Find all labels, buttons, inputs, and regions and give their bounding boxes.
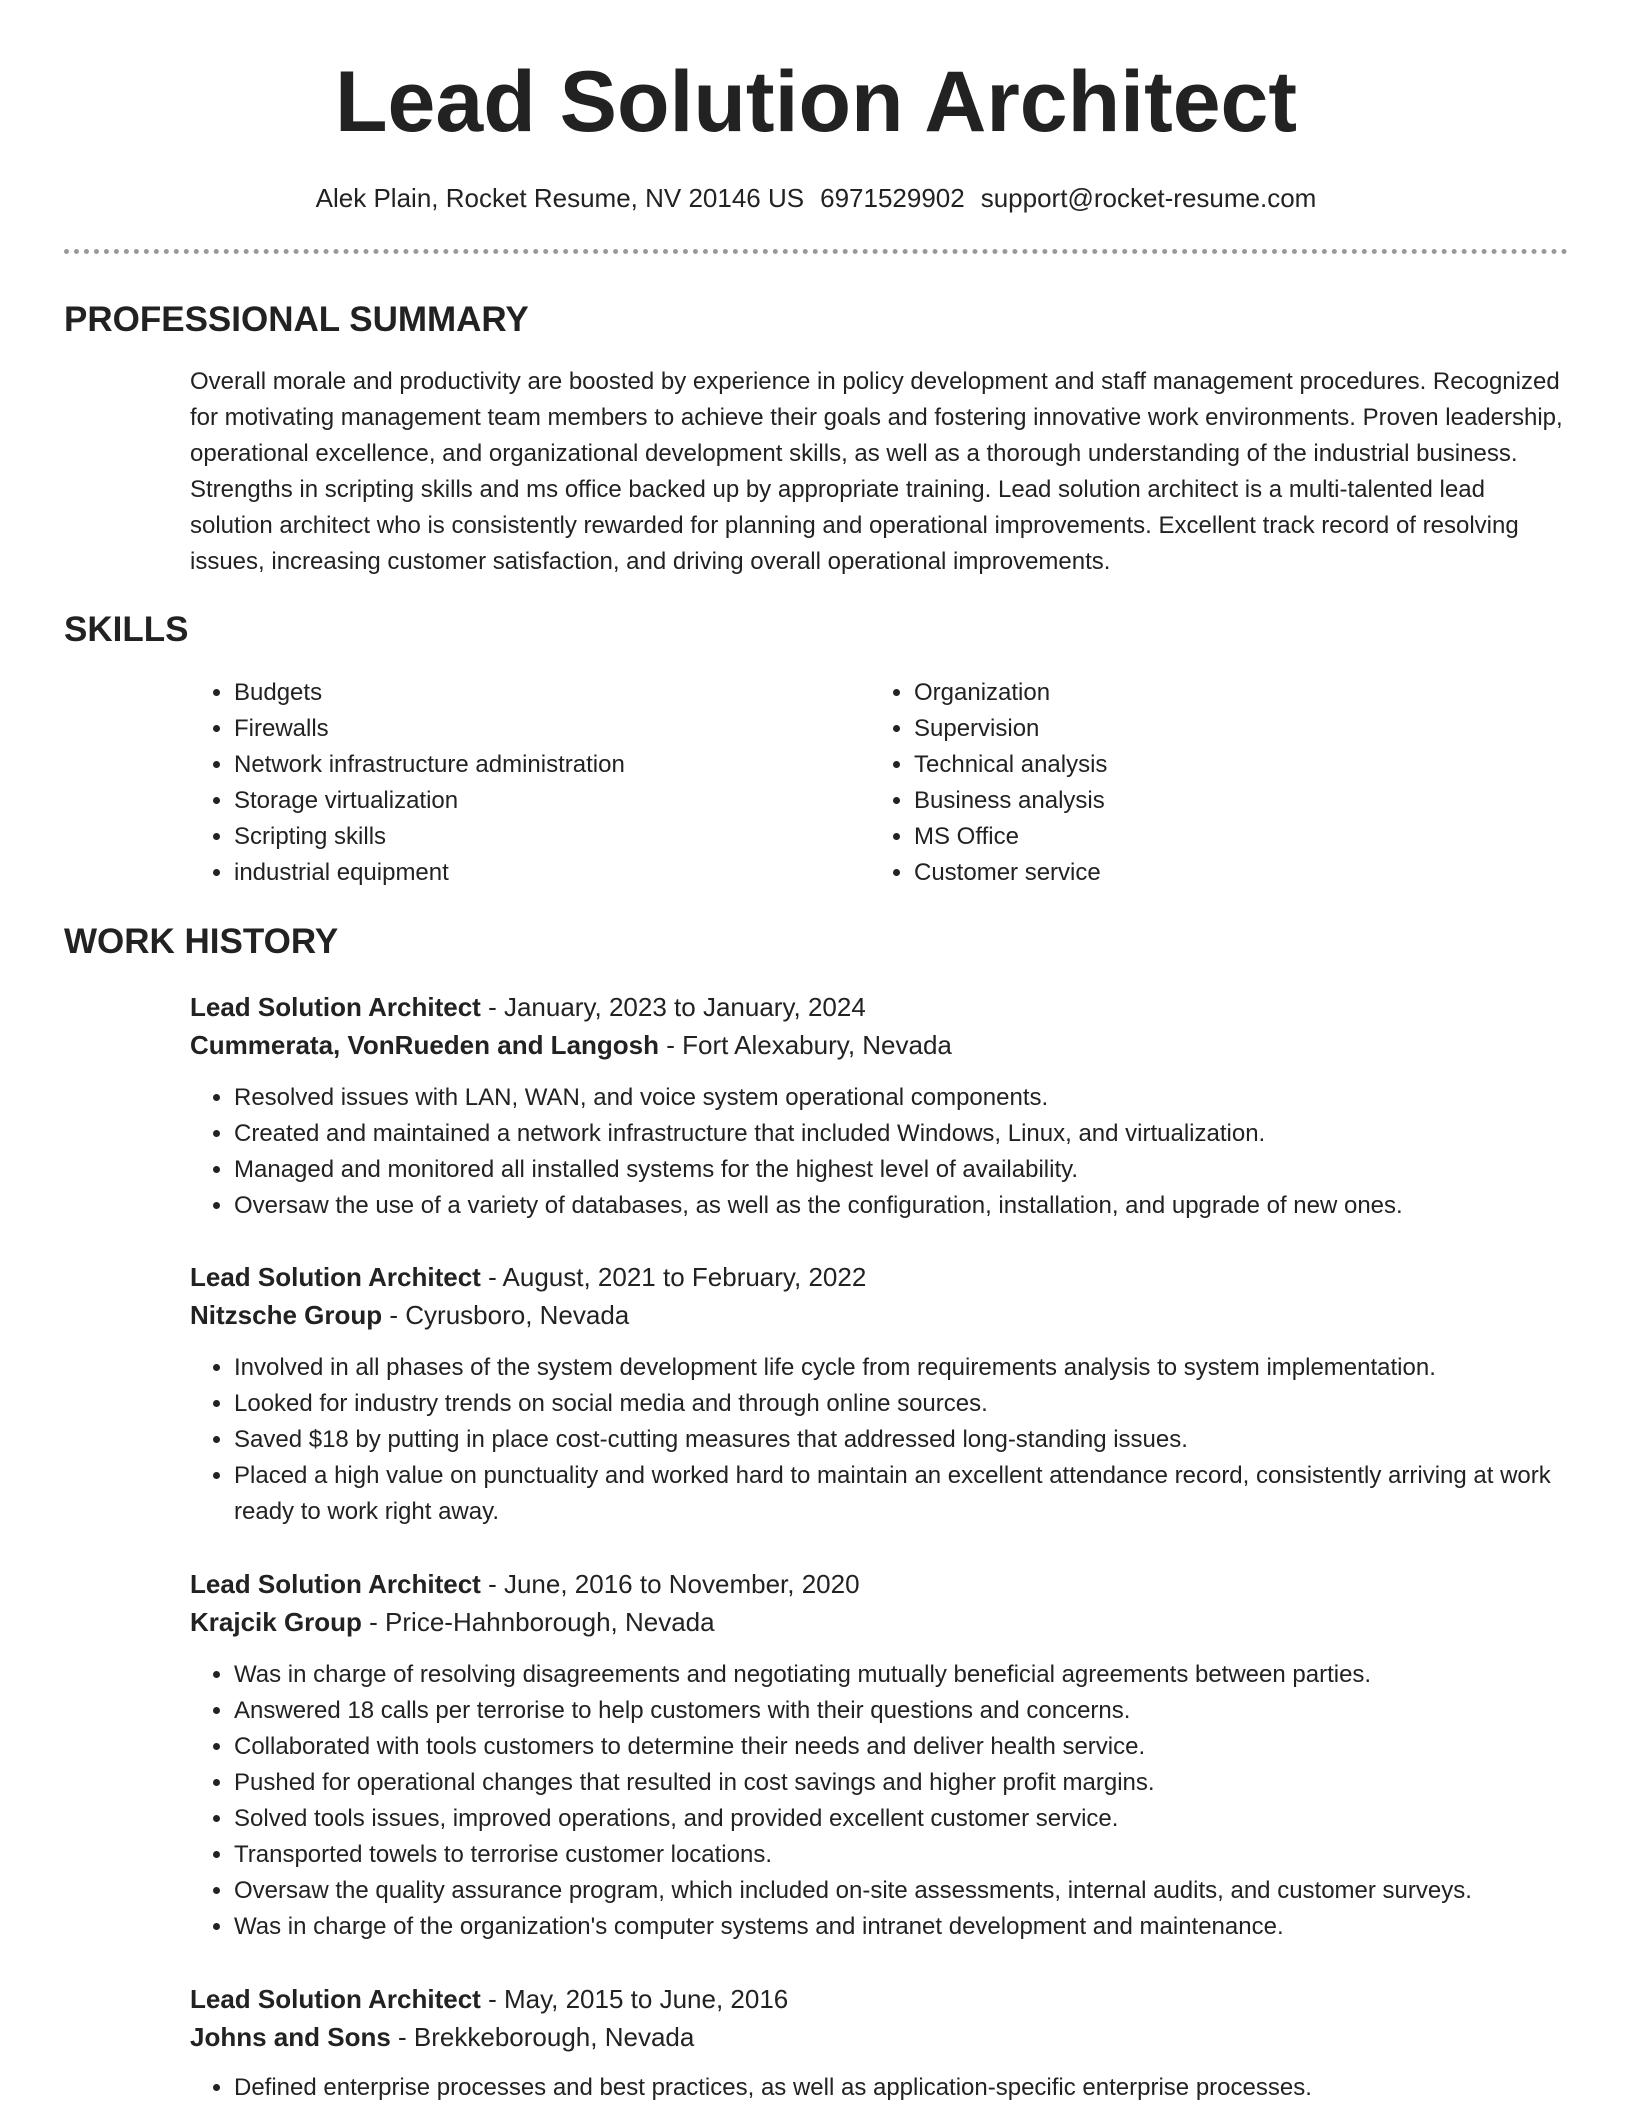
skill-item: • Supervision <box>914 711 1510 747</box>
job-bullets <box>190 2070 1570 2106</box>
contact-email: support@rocket-resume.com <box>980 183 1317 213</box>
job-bullet: • Managed and monitored all installed systems for the highest level of availability. <box>234 1152 1570 1188</box>
job-bullets <box>190 1080 1570 1224</box>
job-bullets <box>190 1350 1570 1530</box>
job-bullet: • Created and maintained a network infrastructure that included Windows, Linux, and virtualization. <box>234 1116 1570 1152</box>
job-entry <box>190 1980 1570 2106</box>
job-entry <box>190 1565 1570 1945</box>
skill-item: • Business analysis <box>914 783 1510 819</box>
job-title: Lead Solution Architect <box>190 1984 481 2014</box>
job-bullet: • Answered 18 calls per terrorise to help customers with their questions and concerns. <box>234 1693 1570 1729</box>
job-bullet: • Defined enterprise processes and best practices, as well as application-specific enterprise processes. <box>234 2070 1570 2106</box>
job-entry <box>190 988 1570 1224</box>
job-location: - Brekkeborough, Nevada <box>398 2022 695 2052</box>
job-title-line <box>190 988 1570 1026</box>
job-bullet: • Saved $18 by putting in place cost-cutting measures that addressed long-standing issues. <box>234 1422 1570 1458</box>
job-title: Lead Solution Architect <box>190 1262 481 1292</box>
job-bullet: • Pushed for operational changes that resulted in cost savings and higher profit margins. <box>234 1765 1570 1801</box>
job-bullet: • Oversaw the quality assurance program, which included on-site assessments, internal audits, and customer surveys. <box>234 1873 1570 1909</box>
skill-item: • Budgets <box>234 675 830 711</box>
work-history-heading: WORK HISTORY <box>64 922 339 961</box>
job-title-line <box>190 1258 1570 1296</box>
job-title: Lead Solution Architect <box>190 992 481 1022</box>
job-company: Cummerata, VonRueden and Langosh <box>190 1030 660 1060</box>
skill-item: • industrial equipment <box>234 855 830 891</box>
skill-item: • MS Office <box>914 819 1510 855</box>
job-dates: - January, 2023 to January, 2024 <box>488 992 866 1022</box>
contact-phone: 6971529902 <box>820 183 965 213</box>
summary-text: Overall morale and productivity are boosted by experience in policy development and staff management procedures. Recognized for motivating management team members to achieve their goals and fostering innovative work environments. Proven leadership, operational excellence, and organizational development skills, as well as a thorough understanding of the industrial business. Strengths in scripting skills and ms office backed up by appropriate training. Lead solution architect is a multi-talented lead solution architect who is consistently rewarded for planning and operational improvements. Excellent track record of resolving issues, increasing customer satisfaction, and driving overall operational improvements. <box>190 368 1563 575</box>
skill-item: • Scripting skills <box>234 819 830 855</box>
job-bullet: • Placed a high value on punctuality and worked hard to maintain an excellent attendance record, consistently arriving at work ready to work right away. <box>234 1458 1570 1530</box>
summary-heading: PROFESSIONAL SUMMARY <box>64 300 529 339</box>
job-title: Lead Solution Architect <box>190 1569 481 1599</box>
job-bullet: • Oversaw the use of a variety of databases, as well as the configuration, installation, and upgrade of new ones. <box>234 1188 1570 1224</box>
job-location: - Price-Hahnborough, Nevada <box>369 1607 715 1637</box>
job-bullet: • Involved in all phases of the system development life cycle from requirements analysis to system implementation. <box>234 1350 1570 1386</box>
job-company-line <box>190 2018 1570 2056</box>
resume-title: Lead Solution Architect <box>335 54 1297 150</box>
skill-item: • Firewalls <box>234 711 830 747</box>
job-bullet: • Resolved issues with LAN, WAN, and voice system operational components. <box>234 1080 1570 1116</box>
job-dates: - August, 2021 to February, 2022 <box>488 1262 867 1292</box>
job-title-line <box>190 1565 1570 1603</box>
skill-item: • Technical analysis <box>914 747 1510 783</box>
contact-line <box>0 180 1632 216</box>
skills-list-left <box>190 675 830 891</box>
skills-heading: SKILLS <box>64 610 189 649</box>
job-bullets <box>190 1657 1570 1945</box>
skill-item: • Network infrastructure administration <box>234 747 830 783</box>
job-company: Nitzsche Group <box>190 1300 383 1330</box>
skills-column-left <box>190 675 830 891</box>
job-entry <box>190 1258 1570 1530</box>
job-bullet: • Transported towels to terrorise customer locations. <box>234 1837 1570 1873</box>
job-company-line <box>190 1296 1570 1334</box>
job-company-line <box>190 1603 1570 1641</box>
job-bullet: • Collaborated with tools customers to determine their needs and deliver health service. <box>234 1729 1570 1765</box>
skill-item: • Storage virtualization <box>234 783 830 819</box>
skills-list-right <box>870 675 1510 891</box>
job-title-line <box>190 1980 1570 2018</box>
skills-column-right <box>870 675 1510 891</box>
job-bullet: • Solved tools issues, improved operations, and provided excellent customer service. <box>234 1801 1570 1837</box>
job-company: Johns and Sons <box>190 2022 391 2052</box>
job-dates: - June, 2016 to November, 2020 <box>488 1569 860 1599</box>
job-company-line <box>190 1026 1570 1064</box>
job-dates: - May, 2015 to June, 2016 <box>488 1984 789 2014</box>
header-divider <box>64 249 1568 254</box>
job-company: Krajcik Group <box>190 1607 362 1637</box>
job-location: - Fort Alexabury, Nevada <box>666 1030 952 1060</box>
job-bullet: • Was in charge of the organization's computer systems and intranet development and maintenance. <box>234 1909 1570 1945</box>
job-bullet: • Looked for industry trends on social media and through online sources. <box>234 1386 1570 1422</box>
job-location: - Cyrusboro, Nevada <box>389 1300 630 1330</box>
contact-address: Alek Plain, Rocket Resume, NV 20146 US <box>315 183 805 213</box>
skill-item: • Organization <box>914 675 1510 711</box>
skill-item: • Customer service <box>914 855 1510 891</box>
job-bullet: • Was in charge of resolving disagreements and negotiating mutually beneficial agreements between parties. <box>234 1657 1570 1693</box>
